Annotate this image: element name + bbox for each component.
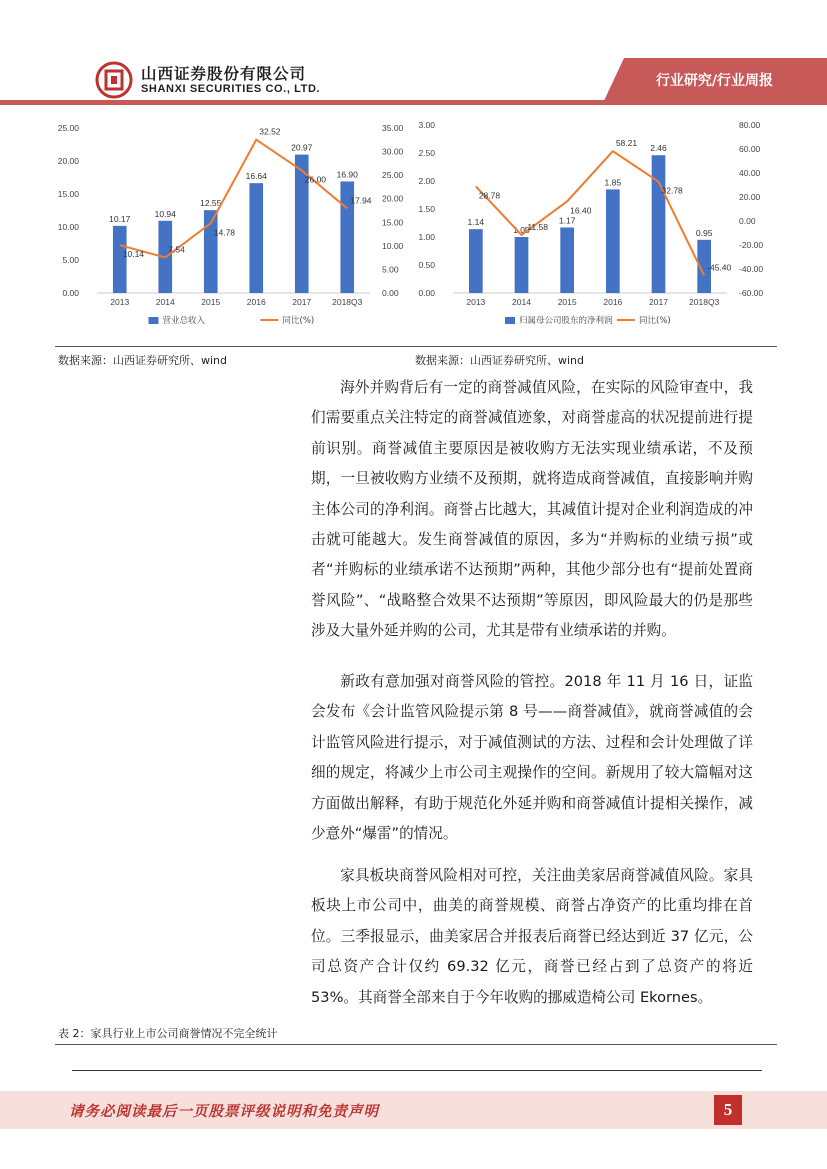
revenue-category-label: 2017 [292, 297, 312, 307]
revenue-right-tick: 0.00 [382, 288, 399, 298]
revenue-left-tick: 25.00 [57, 123, 79, 133]
revenue-legend-line-label: 同比(%) [282, 316, 315, 326]
profit-bar-label: 1.85 [604, 177, 622, 188]
profit-line-label: 28.78 [478, 190, 501, 201]
profit-bar-label: 0.95 [695, 227, 713, 238]
net-profit-chart [415, 113, 780, 343]
profit-right-tick: 40.00 [739, 168, 761, 178]
revenue-line-label: 32.52 [259, 126, 281, 137]
revenue-bar-label: 20.97 [291, 142, 313, 153]
profit-line-label: 16.40 [570, 205, 592, 216]
profit-legend-line-label: 同比(%) [639, 316, 671, 326]
revenue-bar-label: 12.55 [200, 198, 222, 209]
revenue-left-tick: 10.00 [57, 222, 79, 232]
report-section-label: 行业研究/行业周报 [655, 73, 774, 89]
profit-category-label: 2018Q3 [689, 297, 720, 307]
table-top-rule [55, 1044, 777, 1045]
revenue-line-label: 17.94 [350, 195, 372, 206]
revenue-right-tick: 25.00 [382, 170, 404, 181]
revenue-bar-label: 10.94 [154, 208, 176, 219]
revenue-right-tick: 5.00 [382, 264, 399, 275]
revenue-bar-label: 10.17 [109, 213, 131, 224]
profit-line-label: -11.58 [524, 221, 548, 232]
profit-bar [652, 155, 666, 293]
revenue-chart [55, 113, 415, 343]
page-number: 5 [714, 1095, 742, 1125]
profit-category-label: 2016 [603, 297, 623, 307]
profit-bar-label: 1.00 [513, 225, 530, 235]
profit-legend-bar-swatch [505, 317, 515, 324]
revenue-left-tick: 5.00 [62, 255, 79, 265]
revenue-right-tick: 10.00 [382, 240, 404, 251]
profit-bar [560, 227, 574, 293]
profit-left-tick: 3.00 [418, 120, 435, 130]
profit-left-tick: 0.00 [418, 288, 435, 298]
profit-bar [606, 189, 620, 293]
profit-category-label: 2013 [466, 297, 486, 307]
page-bottom-rule [72, 1070, 762, 1071]
profit-right-tick: 60.00 [739, 144, 761, 154]
revenue-right-tick: 20.00 [382, 193, 404, 204]
revenue-right-tick: 15.00 [382, 217, 404, 228]
profit-right-tick: 80.00 [739, 120, 761, 130]
revenue-left-tick: 20.00 [57, 156, 79, 166]
revenue-category-label: 2015 [201, 297, 221, 307]
revenue-bar-label: 16.90 [336, 169, 358, 180]
revenue-left-tick: 15.00 [57, 189, 79, 199]
profit-right-tick: 20.00 [739, 192, 761, 202]
profit-category-label: 2014 [512, 297, 531, 307]
revenue-category-label: 2016 [246, 297, 266, 307]
chart-source-left: 数据来源：山西证券研究所、wind [58, 354, 228, 367]
profit-right-tick: -20.00 [739, 240, 764, 250]
profit-left-tick: 2.50 [418, 148, 435, 158]
profit-left-tick: 1.50 [418, 204, 435, 214]
company-name-en: SHANXI SECURITIES CO., LTD. [141, 83, 321, 95]
company-logo-icon [95, 61, 133, 99]
revenue-category-label: 2013 [110, 297, 130, 307]
profit-bar [469, 229, 483, 293]
revenue-line-label: 26.00 [304, 174, 327, 185]
revenue-line-label: 7.54 [168, 244, 185, 255]
profit-line-label: 58.21 [615, 138, 638, 149]
paragraph-new-policy: 新政有意加强对商誉风险的管控。2018 年 11 月 16 日，证监会发布《会计监管风险提示第 8 号——商誉减值》，就商誉减值的会计监管风险进行提示，对于减值测试的方法、过程和会计处理做了详细的规定，将减少上市公司主观操作的空间。新规用了较大篇幅对这方面做出解释，有助于规范化外延并购和商誉减值计提相关操作，减少意外“爆雷”的情况。 [311, 673, 753, 843]
revenue-bar-label: 16.64 [245, 171, 267, 182]
revenue-category-label: 2018Q3 [332, 297, 363, 307]
revenue-line-label: 10.14 [122, 249, 145, 260]
revenue-legend-bar-swatch [149, 317, 159, 324]
profit-right-tick: 0.00 [739, 216, 756, 226]
revenue-line-label: 14.78 [213, 227, 236, 238]
revenue-right-tick: 35.00 [382, 123, 404, 133]
profit-bar-label: 1.14 [467, 217, 485, 228]
profit-left-tick: 0.50 [418, 260, 435, 270]
company-name-cn: 山西证券股份有限公司 [141, 65, 307, 83]
profit-bar [515, 237, 529, 293]
revenue-right-tick: 30.00 [382, 146, 404, 157]
table-caption: 表 2：家具行业上市公司商誉情况不完全统计 [58, 1027, 278, 1040]
profit-bar-label: 2.46 [650, 143, 667, 154]
profit-category-label: 2015 [557, 297, 577, 307]
paragraph-goodwill-risk: 海外并购背后有一定的商誉减值风险，在实际的风险审查中，我们需要重点关注特定的商誉减值迹象，对商誉虚高的状况提前进行提前识别。商誉减值主要原因是被收购方无法实现业绩承诺，不及预期，一旦被收购方业绩不及预期，就将造成商誉减值，直接影响并购主体公司的净利润。商誉占比越大，其减值计提对企业利润造成的冲击就可能越大。发生商誉减值的原因，多为“并购标的业绩亏损”或者“并购标的业绩承诺不达预期”两种，其他少部分也有“提前处置商誉风险”、“战略整合效果不达预期”等原因，即风险最大的仍是那些涉及大量外延并购的公司，尤其是带有业绩承诺的并购。 [311, 379, 753, 640]
revenue-legend-bar-label: 营业总收入 [162, 316, 206, 326]
profit-right-tick: -60.00 [739, 288, 764, 298]
paragraph-furniture-sector: 家具板块商誉风险相对可控，关注曲美家居商誉减值风险。家具板块上市公司中，曲美的商誉规模、商誉占净资产的比重均排在首位。三季报显示，曲美家居合并报表后商誉已经达到近 37 亿元，公司总资产合计仅约 69.32 亿元，商誉已经占到了总资产的将近 53%。其商誉全部来自于今年收购的挪威造椅公司 Ekornes。 [311, 867, 753, 1006]
profit-right-tick: -40.00 [739, 264, 764, 274]
revenue-category-label: 2014 [155, 297, 175, 307]
chart-source-right: 数据来源：山西证券研究所、wind [415, 354, 585, 367]
profit-left-tick: 1.00 [418, 232, 435, 242]
revenue-left-tick: 0.00 [62, 288, 79, 298]
profit-line-label: 32.78 [661, 185, 683, 196]
footer-disclaimer: 请务必阅读最后一页股票评级说明和免责声明 [69, 1103, 379, 1120]
chart-bottom-rule [55, 346, 777, 347]
profit-line-label: -45.40 [707, 262, 732, 273]
revenue-bar [113, 226, 127, 293]
revenue-line [120, 140, 348, 258]
revenue-bar [249, 183, 263, 293]
profit-bar-label: 1.17 [558, 215, 576, 226]
profit-category-label: 2017 [649, 297, 668, 307]
profit-left-tick: 2.00 [418, 176, 435, 186]
profit-legend-bar-label: 归属母公司股东的净利润 [519, 316, 613, 326]
